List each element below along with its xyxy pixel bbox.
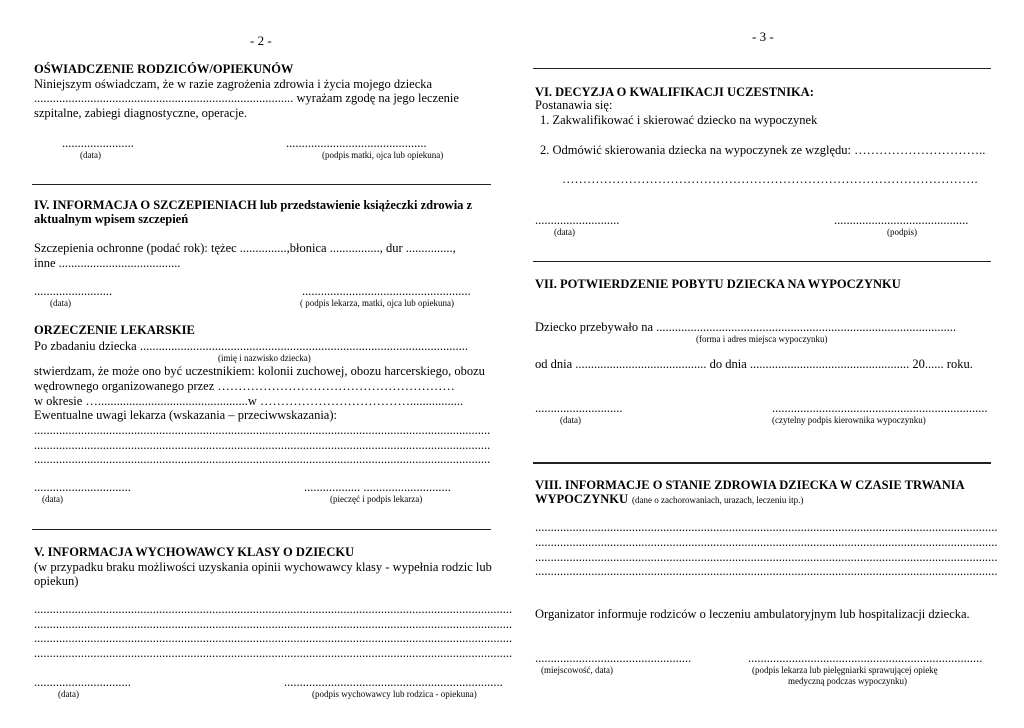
signature-caption: (pieczęć i podpis lekarza) xyxy=(330,494,423,504)
signature-field-dots: .................. ............................ xyxy=(304,480,451,494)
section-divider xyxy=(32,184,491,185)
text-line: Postanawia się: xyxy=(535,98,613,112)
date-field-dots: ........................... xyxy=(535,213,620,227)
teacher-dots-line: ......................................................................................................................................................... xyxy=(34,646,513,660)
teacher-dots-line: ......................................................................................................................................................... xyxy=(34,602,513,616)
health-dots-line: .................................................................................................................................................... xyxy=(535,520,998,534)
child-name-caption: (imię i nazwisko dziecka) xyxy=(218,353,311,363)
text-line: (w przypadku braku możliwości uzyskania opinii wychowawcy klasy - wypełnia rodzic lub xyxy=(34,560,492,574)
section-title-wychowawca: V. INFORMACJA WYCHOWAWCY KLASY O DZIECKU xyxy=(34,545,355,559)
health-dots-line: .................................................................................................................................................... xyxy=(535,564,998,578)
section-title-zdrowie: VIII. INFORMACJE O STANIE ZDROWIA DZIECKA W CZASIE TRWANIA xyxy=(535,478,965,492)
signature-field-dots: ..................................................................... xyxy=(772,401,988,415)
stay-place-caption: (forma i adres miejsca wypoczynku) xyxy=(696,334,828,344)
text-line: Niniejszym oświadczam, że w razie zagrożenia zdrowia i życia mojego dziecka xyxy=(34,77,433,91)
text-line: szpitalne, zabiegi diagnostyczne, operacje. xyxy=(34,106,248,120)
place-date-dots: .................................................. xyxy=(535,651,692,665)
section-title-pobyt: VII. POTWIERDZENIE POBYTU DZIECKA NA WYPOCZYNKU xyxy=(535,277,901,291)
section-title-zdrowie-cont: WYPOCZYNKU xyxy=(535,492,629,506)
section-divider xyxy=(32,529,491,530)
section-title-rodzice: OŚWIADCZENIE RODZICÓW/OPIEKUNÓW xyxy=(34,62,294,76)
organizer-note: Organizator informuje rodziców o leczeniu ambulatoryjnym lub hospitalizacji dziecka. xyxy=(535,607,970,621)
health-dots-line: .................................................................................................................................................... xyxy=(535,535,998,549)
date-caption: (data) xyxy=(554,227,575,237)
signature-caption: (podpis matki, ojca lub opiekuna) xyxy=(322,150,444,160)
signature-caption: (podpis lekarza lub pielęgniarki sprawującej opiekę xyxy=(752,665,938,675)
text-line: w okresie …................................................w ………………………………................. xyxy=(34,394,464,408)
text-line: wędrownego organizowanego przez ………………………………………………… xyxy=(34,379,455,393)
date-caption: (data) xyxy=(50,298,71,308)
decision-option-qualify: 1. Zakwalifikować i skierować dziecko na wypoczynek xyxy=(540,113,818,127)
page-number-left: - 2 - xyxy=(250,33,272,48)
teacher-dots-line: ......................................................................................................................................................... xyxy=(34,631,513,645)
section-title-decyzja: VI. DECYZJA O KWALIFIKACJI UCZESTNIKA: xyxy=(535,85,814,99)
date-field-dots: ............................ xyxy=(535,401,623,415)
date-field-dots: ............................... xyxy=(34,675,131,689)
date-field-dots: ......................... xyxy=(34,284,113,298)
teacher-dots-line: ......................................................................................................................................................... xyxy=(34,617,513,631)
signature-field-dots: ........................................... xyxy=(834,213,969,227)
decision-option-refuse: 2. Odmówić skierowania dziecka na wypoczynek ze względu: ………………………….. xyxy=(540,143,986,157)
signature-caption: (podpis) xyxy=(887,227,917,237)
signature-field-dots: ...................................................................... xyxy=(284,675,503,689)
section-divider xyxy=(533,261,991,262)
signature-caption: ( podpis lekarza, matki, ojca lub opiekuna) xyxy=(300,298,454,308)
health-note: (dane o zachorowaniach, urazach, leczeniu itp.) xyxy=(632,495,804,505)
signature-field-dots: ............................................. xyxy=(286,136,427,150)
date-caption: (data) xyxy=(80,150,101,160)
health-dots-line: .................................................................................................................................................... xyxy=(535,550,998,564)
text-line: Po zbadaniu dziecka ......................................................................................................... xyxy=(34,339,468,353)
vaccination-other-line: inne ....................................... xyxy=(34,256,181,270)
place-date-caption: (miejscowość, data) xyxy=(541,665,613,675)
remarks-dots-line: .................................................................................................................................................. xyxy=(34,423,491,437)
remarks-dots-line: .................................................................................................................................................. xyxy=(34,438,491,452)
date-caption: (data) xyxy=(560,415,581,425)
date-field-dots: ............................... xyxy=(34,480,131,494)
text-line: opiekun) xyxy=(34,574,79,588)
signature-field-dots: ...................................................... xyxy=(302,284,471,298)
stay-place-line: Dziecko przebywało na ................................................................................................ xyxy=(535,320,957,334)
signature-caption-cont: medyczną podczas wypoczynku) xyxy=(788,676,907,686)
text-line: stwierdzam, że może ono być uczestnikiem: kolonii zuchowej, obozu harcerskiego, obozu xyxy=(34,364,485,378)
remarks-dots-line: .................................................................................................................................................. xyxy=(34,452,491,466)
signature-caption: (podpis wychowawcy lub rodzica - opiekuna) xyxy=(312,689,477,699)
text-line: ................................................................................... wyrażam zgodę na jego leczenie xyxy=(34,91,459,105)
signature-field-dots: ........................................................................... xyxy=(748,651,983,665)
section-title-szczepienia: IV. INFORMACJA O SZCZEPIENIACH lub przedstawienie książeczki zdrowia z xyxy=(34,198,473,212)
section-divider xyxy=(533,68,991,69)
text-line: Ewentualne uwagi lekarza (wskazania – przeciwwskazania): xyxy=(34,408,337,422)
stay-dates-line: od dnia .......................................... do dnia ................................................... 20...... roku. xyxy=(535,357,973,371)
section-title-orzeczenie: ORZECZENIE LEKARSKIE xyxy=(34,323,195,337)
section-title-szczepienia-cont: aktualnym wpisem szczepień xyxy=(34,212,189,226)
section-divider xyxy=(533,462,991,464)
date-caption: (data) xyxy=(58,689,79,699)
signature-caption: (czytelny podpis kierownika wypoczynku) xyxy=(772,415,926,425)
date-caption: (data) xyxy=(42,494,63,504)
vaccination-line: Szczepienia ochronne (podać rok): tężec ...............,błonica ................, dur ..............., xyxy=(34,241,456,255)
date-field-dots: ....................... xyxy=(62,136,134,150)
refusal-reason-dots: ………………………………………………………………………………………. xyxy=(562,172,978,186)
page-number-right: - 3 - xyxy=(752,29,774,44)
